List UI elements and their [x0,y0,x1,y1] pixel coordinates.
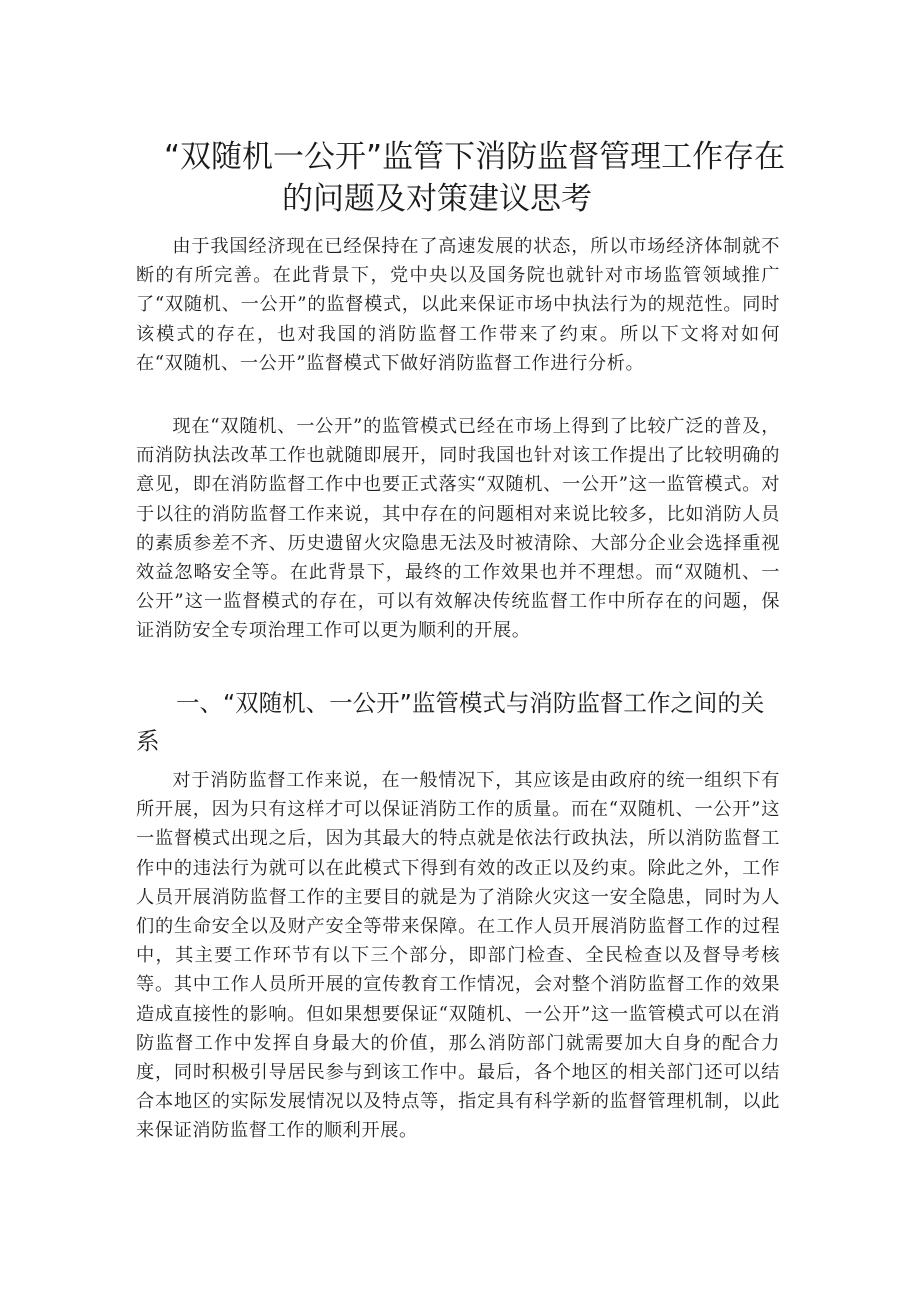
section-heading: 一、“双随机、一公开”监管模式与消防监督工作之间的关系 [136,689,765,755]
section-paragraph: 对于消防监督工作来说，在一般情况下，其应该是由政府的统一组织下有所开展，因为只有这样才可以保证消防工作的质量。而在“双随机、一公开”这一监督模式出现之后，因为其最大的特点就是依法行政执法，所以消防监督工作中的违法行为就可以在此模式下得到有效的改正以及约束。除此之外，工作人员开展消防监督工作的主要目的就是为了消除火灾这一安全隐患，同时为人们的生命安全以及财产安全等带来保障。在工作人员开展消防监督工作的过程中，其主要工作环节有以下三个部分，即部门检查、全民检查以及督导考核等。其中工作人员所开展的宣传教育工作情况，会对整个消防监督工作的效果造成直接性的影响。但如果想要保证“双随机、一公开”这一监管模式可以在消防监督工作中发挥自身最大的价值，那么消防部门就需要加大自身的配合力度，同时积极引导居民参与到该工作中。最后，各个地区的相关部门还可以结合本地区的实际发展情况以及特点等，指定具有科学新的监督管理机制，以此来保证消防监督工作的顺利开展。 [136,770,780,1142]
title-line-2: 的问题及对策建议思考 [282,181,592,217]
intro-paragraph: 由于我国经济现在已经保持在了高速发展的状态，所以市场经济体制就不断的有所完善。在此背景下，党中央以及国务院也就针对市场监管领域推广了“双随机、一公开”的监督模式，以此来保证市场中执法行为的规范性。同时该模式的存在，也对我国的消防监督工作带来了约束。所以下文将对如何在“双随机、一公开”监督模式下做好消防监督工作进行分析。 [136,236,780,374]
title-line-1: “双随机一公开”监管下消防监督管理工作存在 [164,139,786,175]
document-title [120,136,810,220]
background-paragraph: 现在“双随机、一公开”的监管模式已经在市场上得到了比较广泛的普及，而消防执法改革工作也就随即展开，同时我国也针对该工作提出了比较明确的意见，即在消防监督工作中也要正式落实“双随机、一公开”这一监管模式。对于以往的消防监督工作来说，其中存在的问题相对来说比较多，比如消防人员的素质参差不齐、历史遗留火灾隐患无法及时被清除、大部分企业会选择重视效益忽略安全等。在此背景下，最终的工作效果也并不理想。而“双随机、一公开”这一监督模式的存在，可以有效解决传统监督工作中所存在的问题，保证消防安全专项治理工作可以更为顺利的开展。 [136,416,780,642]
